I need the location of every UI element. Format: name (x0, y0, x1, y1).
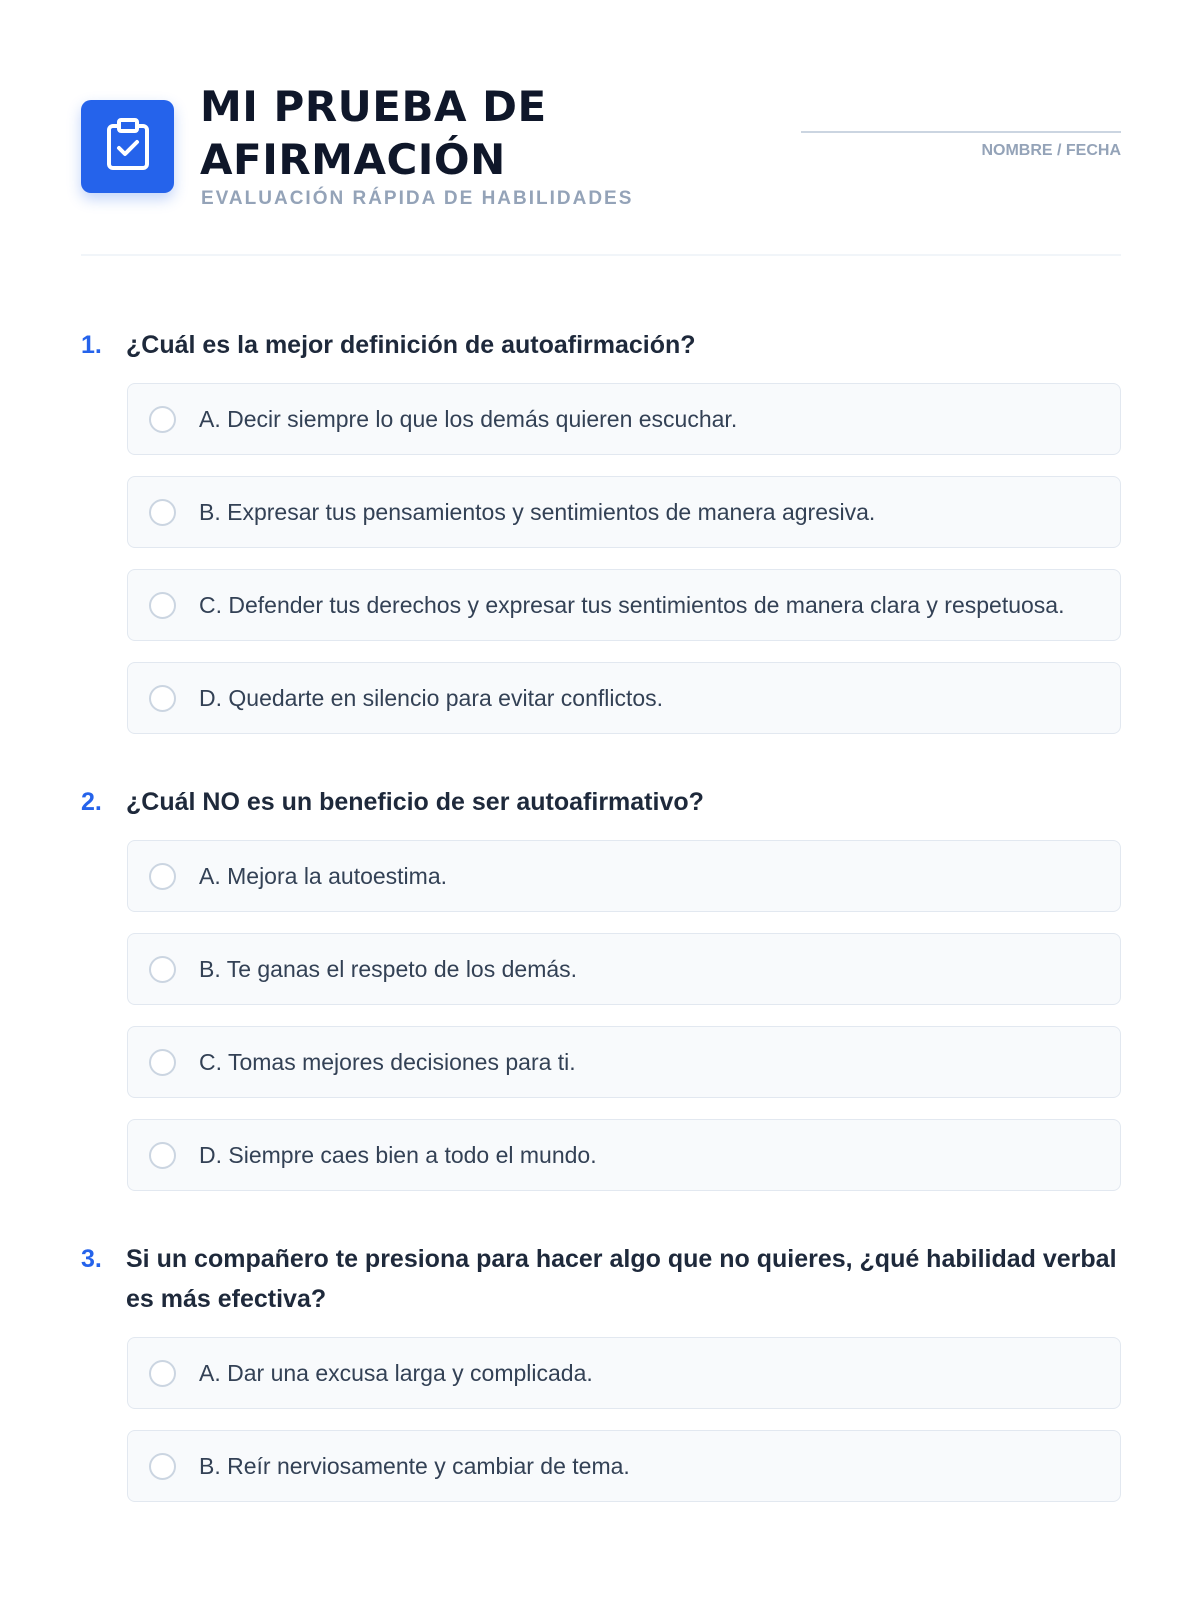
radio-button[interactable] (149, 685, 176, 712)
option-label: D. Siempre caes bien a todo el mundo. (199, 1141, 597, 1168)
option-label: A. Dar una excusa larga y complicada. (199, 1359, 593, 1386)
option-label: B. Expresar tus pensamientos y sentimientos de manera agresiva. (199, 498, 876, 525)
header-divider (81, 254, 1121, 256)
name-date-line[interactable] (801, 131, 1121, 133)
option-label: B. Reír nerviosamente y cambiar de tema. (199, 1452, 630, 1479)
question-header (81, 782, 1121, 822)
option-list (127, 840, 1121, 1191)
radio-button[interactable] (149, 499, 176, 526)
option-label: C. Defender tus derechos y expresar tus sentimientos de manera clara y respetuosa. (199, 591, 1065, 618)
radio-button[interactable] (149, 592, 176, 619)
name-date-label: NOMBRE / FECHA (981, 142, 1121, 159)
radio-button[interactable] (149, 1049, 176, 1076)
option-1b[interactable] (127, 476, 1121, 548)
question-2 (81, 782, 1121, 1191)
option-label: A. Decir siempre lo que los demás quieren escuchar. (199, 405, 738, 432)
option-label: B. Te ganas el respeto de los demás. (199, 955, 578, 982)
question-header (81, 1239, 1121, 1319)
option-1a[interactable] (127, 383, 1121, 455)
question-text: ¿Cuál es la mejor definición de autoafirmación? (126, 331, 696, 359)
question-text: Si un compañero te presiona para hacer algo que no quieres, ¿qué habilidad verbal es más efectiva? (126, 1245, 1117, 1313)
question-list (81, 325, 1121, 1550)
question-header (81, 325, 1121, 365)
option-2d[interactable] (127, 1119, 1121, 1191)
option-label: D. Quedarte en silencio para evitar conflictos. (199, 684, 664, 711)
question-3 (81, 1239, 1121, 1502)
option-1c[interactable] (127, 569, 1121, 641)
option-label: C. Tomas mejores decisiones para ti. (199, 1048, 576, 1075)
question-number: 2. (81, 788, 102, 816)
option-list (127, 383, 1121, 734)
question-number: 3. (81, 1245, 102, 1273)
radio-button[interactable] (149, 956, 176, 983)
radio-button[interactable] (149, 406, 176, 433)
option-2c[interactable] (127, 1026, 1121, 1098)
option-2a[interactable] (127, 840, 1121, 912)
option-list (127, 1337, 1121, 1502)
radio-button[interactable] (149, 1142, 176, 1169)
option-2b[interactable] (127, 933, 1121, 1005)
page-subtitle: EVALUACIÓN RÁPIDA DE HABILIDADES (201, 188, 634, 209)
radio-button[interactable] (149, 1453, 176, 1480)
question-text: ¿Cuál NO es un beneficio de ser autoafirmativo? (126, 788, 704, 816)
option-label: A. Mejora la autoestima. (199, 862, 448, 889)
radio-button[interactable] (149, 1360, 176, 1387)
option-1d[interactable] (127, 662, 1121, 734)
question-number: 1. (81, 331, 102, 359)
clipboard-check-icon (105, 117, 151, 176)
logo (81, 100, 174, 193)
radio-button[interactable] (149, 863, 176, 890)
question-1 (81, 325, 1121, 734)
option-3a[interactable] (127, 1337, 1121, 1409)
page-title: MI PRUEBA DE AFIRMACIÓN (200, 82, 547, 184)
option-3b[interactable] (127, 1430, 1121, 1502)
